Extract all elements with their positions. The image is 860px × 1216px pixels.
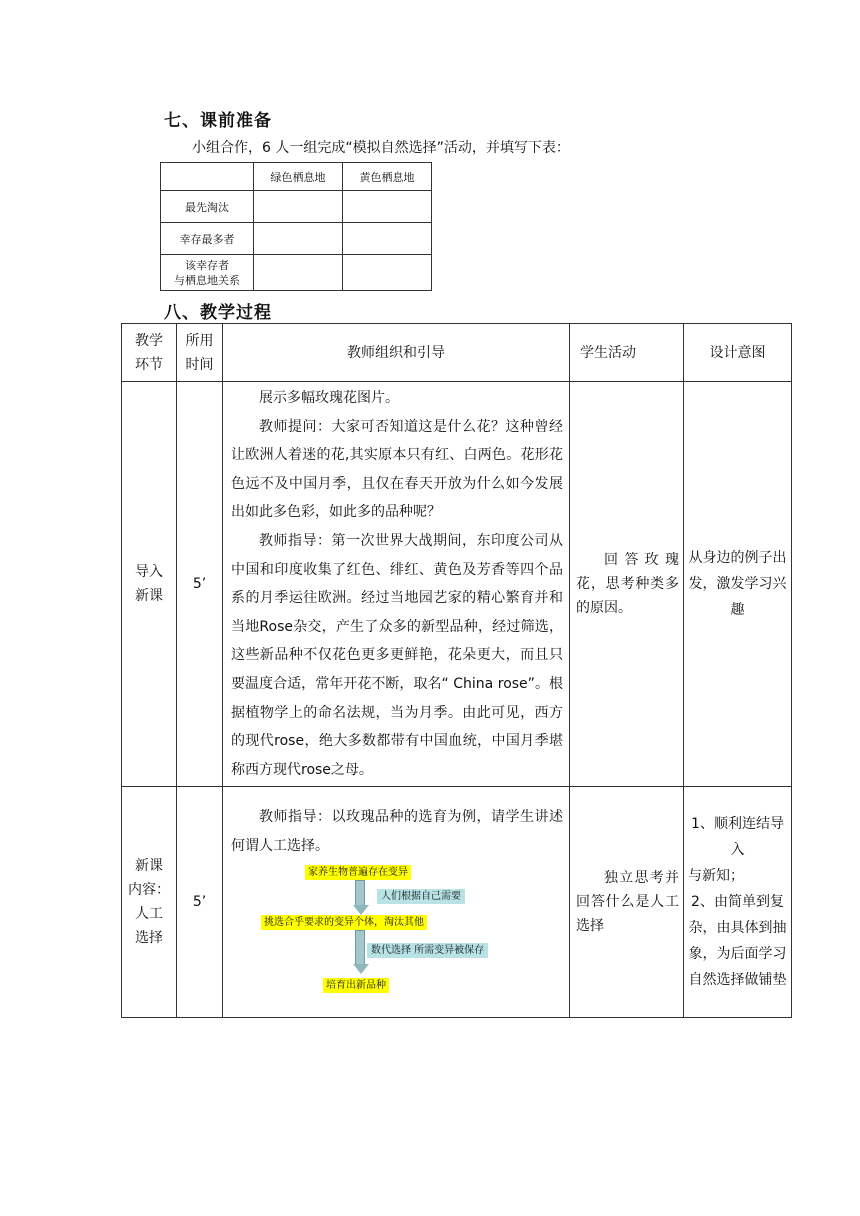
stage-intro-line2: 新课 [135,588,163,605]
flow-box-select: 挑选合乎要求的变异个体，淘汰其他 [261,915,427,930]
stage-intro-cell [122,382,177,787]
cell-green-survivor[interactable] [254,223,343,255]
student-new-text: 独立思考并回答什么是人工选择 [576,869,679,934]
teacher-intro-p1: 展示多幅玫瑰花图片。 [259,390,399,406]
stage-new-line2: 内容： [128,881,170,898]
design-intent-intro: 从身边的例子出发，激发学习兴趣 [684,382,792,787]
stage-new-line1: 新课 [135,857,163,874]
col-header-yellow: 黄色栖息地 [343,163,432,191]
cell-green-eliminated[interactable] [254,191,343,223]
flow-note-needs: 人们根据自己需要 [377,889,465,904]
preparation-table [160,162,432,291]
design-new-line2: 与新知； [688,867,744,884]
stage-new-line4: 选择 [135,929,163,946]
design-new-line1: 1、顺利连结导入 [691,815,784,858]
flow-arrow-2 [353,930,367,974]
flow-note-generations: 数代选择 所需变异被保存 [367,943,488,958]
stage-intro-line1: 导入 [135,564,163,581]
design-new-line3: 2、由简单到复杂，由具体到抽象，为后面学习自然选择做铺垫 [688,893,787,988]
student-intro-text: 回答玫瑰花，思考种类多的原因。 [576,552,679,617]
flow-box-new-breed: 培育出新品种 [323,978,389,993]
header-student: 学生活动 [570,324,684,382]
row-header-relation [161,255,254,291]
section-7-intro: 小组合作，6 人一组完成“模拟自然选择”活动，并填写下表： [192,140,570,156]
flow-box-variation: 家养生物普遍存在变异 [305,865,411,880]
section-8-heading: 八、教学过程 [164,303,272,323]
teacher-new-p1: 教师指导：以玫瑰品种的选育为例，请学生讲述何谓人工选择。 [231,809,563,854]
artificial-selection-flowchart [231,865,571,1015]
empty-corner-cell [161,163,254,191]
time-new-lesson: 5’ [177,787,223,1017]
row-header-relation-line2: 与栖息地关系 [174,273,240,287]
stage-new-lesson-cell [122,787,177,1017]
row-header-survivor: 幸存最多者 [161,223,254,255]
stage-new-line3: 人工 [135,905,163,922]
teacher-intro-p2: 教师提问：大家可否知道这是什么花？这种曾经让欧洲人着迷的花,其实原本只有红、白两色。花形花色远不及中国月季，且仅在春天开放为什么如今发展出如此多色彩，如此多的品种呢？ [231,418,563,521]
teacher-guide-intro [223,382,570,787]
time-intro: 5’ [177,382,223,787]
header-teacher: 教师组织和引导 [223,324,570,382]
teacher-guide-new-lesson [223,787,570,1017]
student-activity-new-lesson [570,787,684,1017]
col-header-green: 绿色栖息地 [254,163,343,191]
row-header-eliminated: 最先淘汰 [161,191,254,223]
teaching-process-table [121,323,792,1018]
cell-yellow-survivor[interactable] [343,223,432,255]
teacher-intro-p3: 教师指导：第一次世界大战期间，东印度公司从中国和印度收集了红色、绯红、黄色及芳香等四个品系的月季运往欧洲。经过当地园艺家的精心繁育并和当地Rose杂交，产生了众多的新型品种，经过筛选，这些新品种不仅花色更多更鲜艳，花朵更大，而且只要温度合适，常年开花不断，取名“ China rose”。根据植物学上的命名法规，当为月季。由此可见，西方的现代rose，绝大多数都带有中国血统，中国月季堪称西方现代rose之母。 [231,532,563,778]
cell-green-relation[interactable] [254,255,343,291]
cell-yellow-relation[interactable] [343,255,432,291]
design-intent-new-lesson [684,787,792,1017]
student-activity-intro [570,382,684,787]
flow-arrow-1 [353,880,367,915]
header-design: 设计意图 [684,324,792,382]
cell-yellow-eliminated[interactable] [343,191,432,223]
header-time: 所用时间 [177,324,223,382]
header-stage: 教学环节 [122,324,177,382]
row-header-relation-line1: 该幸存者 [185,258,229,272]
section-7-heading: 七、课前准备 [164,111,272,131]
